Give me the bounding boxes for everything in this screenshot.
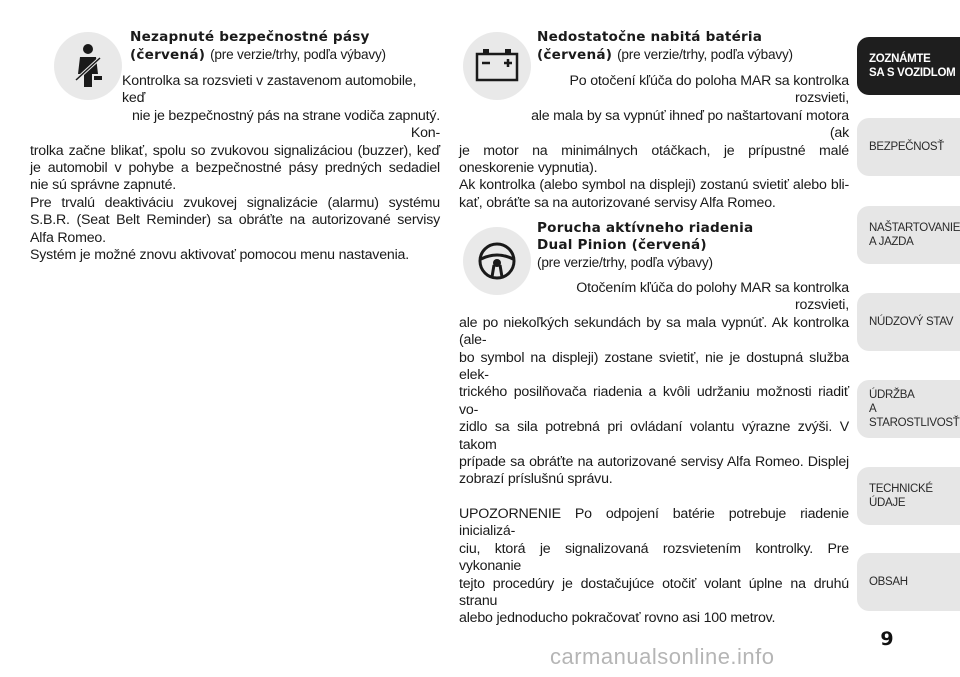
seatbelt-line-1: nie je bezpečnostný pás na strane vodiča zapnutý. Kon- (131, 107, 440, 142)
tab-udrzba-a-starostlivost[interactable]: ÚDRŽBA A STAROSTLIVOSŤ (857, 380, 960, 438)
battery-line-5: kať, obráťte sa na autorizované servisy Alfa Romeo. (459, 194, 776, 211)
tab-zoznamte-sa-s-vozidlom[interactable]: ZOZNÁMTE SA S VOZIDLOM (857, 37, 960, 95)
battery-line-2: je motor na minimálnych otáčkach, je prípustné malé (459, 142, 849, 159)
steering-section (459, 220, 849, 628)
battery-line-4: Ak kontrolka (alebo symbol na displeji) zostanú svietiť alebo bli- (459, 177, 849, 194)
seatbelt-line-2: trolka začne blikať, spolu so zvukovou signalizáciou (buzzer), keď (30, 142, 440, 159)
battery-title-color: (červená) (537, 47, 613, 63)
seatbelt-line-7: Alfa Romeo. (30, 229, 106, 246)
watermark: carmanualsonline.info (550, 644, 775, 669)
battery-subtitle: (pre verzie/trhy, podľa výbavy) (617, 47, 793, 62)
seatbelt-line-6: S.B.R. (Seat Belt Reminder) sa obráťte na autorizované servisy (30, 212, 440, 229)
battery-line-0: Po otočení kľúča do poloha MAR sa kontrolka rozsvieti, (569, 73, 849, 107)
steering-line-3: trického posilňovača riadenia a kvôli udržaniu možnosti riadiť vo- (459, 384, 849, 418)
steering-note-line-0: UPOZORNENIE Po odpojení batérie potrebuje riadenie inicializá- (459, 505, 849, 540)
steering-title: Porucha aktívneho riadenia (537, 220, 754, 236)
tab-nudzovy-stav[interactable]: NÚDZOVÝ STAV (857, 293, 960, 351)
tab-bezpecnost[interactable]: BEZPEČNOSŤ (857, 118, 960, 176)
battery-title: Nedostatočne nabitá batéria (537, 29, 763, 45)
seatbelt-line-0: Kontrolka sa rozsvieti v zastavenom automobile, keď (122, 73, 417, 107)
seatbelt-line-5: Pre trvalú deaktiváciu zvukovej signalizácie (alarmu) systému (30, 194, 440, 211)
steering-line-6: zobrazí príslušnú správu. (459, 471, 613, 488)
tab-technicke-udaje[interactable]: TECHNICKÉ ÚDAJE (857, 467, 960, 525)
seatbelt-line-8: Systém je možné znovu aktivovať pomocou menu nastavenia. (30, 247, 409, 264)
seatbelt-subtitle: (pre verzie/trhy, podľa výbavy) (210, 47, 386, 62)
seatbelt-title-color: (červená) (130, 47, 206, 63)
seatbelt-title: Nezapnuté bezpečnostné pásy (130, 29, 370, 45)
steering-line-5: prípade sa obráťte na autorizované servisy Alfa Romeo. Displej (459, 454, 849, 471)
seatbelt-section (30, 29, 440, 264)
steering-line-4: zidlo sa sila potrebná pri ovládaní volantu výrazne zvýši. V takom (459, 419, 849, 453)
battery-line-3: oneskorenie vypnutia). (459, 160, 598, 177)
steering-note-line-1: ciu, ktorá je signalizovaná rozsvietením kontrolky. Pre vykonanie (459, 540, 849, 575)
battery-section (459, 29, 849, 212)
steering-subtitle: (pre verzie/trhy, podľa výbavy) (537, 255, 713, 270)
seatbelt-line-3: je automobil v pohybe a bezpečnostné pásy predných sedadiel (30, 160, 440, 177)
steering-title-2: Dual Pinion (červená) (537, 237, 707, 253)
steering-line-1: ale po niekoľkých sekundách by sa mala vypnúť. Ak kontrolka (ale- (459, 314, 849, 349)
battery-line-1: ale mala by sa vypnúť ihneď po naštartovaní motora (ak (531, 107, 849, 142)
steering-note-line-3: alebo jednoducho pokračovať rovno asi 100 metrov. (459, 610, 776, 627)
steering-line-2: bo symbol na displeji) zostane svietiť, nie je dostupná služba elek- (459, 349, 849, 384)
seatbelt-line-4: nie sú správne zapnuté. (30, 177, 177, 194)
page-number: 9 (880, 628, 894, 650)
tab-obsah[interactable]: OBSAH (857, 553, 960, 611)
steering-line-0: Otočením kľúča do polohy MAR sa kontrolka rozsvieti, (576, 280, 849, 314)
tab-nastartovanie-a-jazda[interactable]: NAŠTARTOVANIE A JAZDA (857, 206, 960, 264)
steering-note-line-2: tejto procedúry je dostačujúce otočiť volant úplne na druhú stranu (459, 575, 849, 609)
chapter-sidebar (857, 0, 960, 677)
